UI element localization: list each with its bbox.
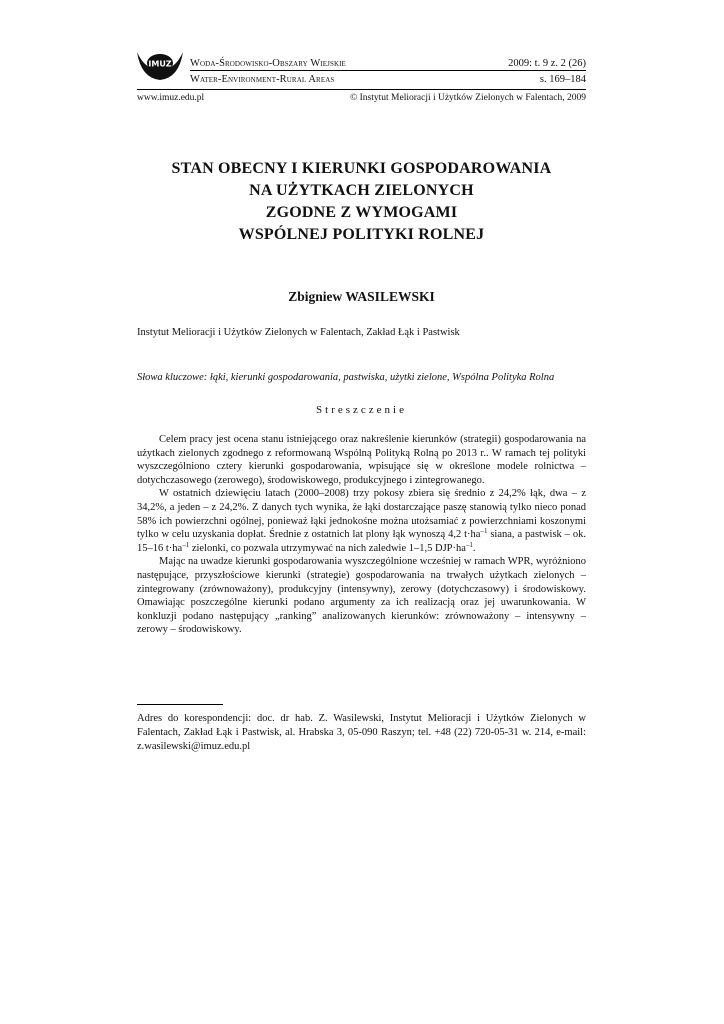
article-title <box>137 158 586 246</box>
journal-header <box>190 56 586 88</box>
abstract-body <box>137 433 586 637</box>
superscript: –1 <box>480 527 488 536</box>
author-affiliation: Instytut Melioracji i Użytków Zielonych w Falentach, Zakład Łąk i Pastwisk <box>137 327 460 338</box>
header-divider <box>137 89 586 90</box>
keywords-list: łąki, kierunki gospodarowania, pastwiska, użytki zielone, Wspólna Polityka Rolna <box>209 372 555 383</box>
keywords <box>137 371 586 385</box>
website-link[interactable]: www.imuz.edu.pl <box>137 93 205 103</box>
paragraph-2-text-b: siana, a pastwisk – ok. 15–16 t·ha <box>137 529 586 554</box>
title-line: WSPÓLNEJ POLITYKI ROLNEJ <box>238 226 485 243</box>
journal-title-en: Water-Environment-Rural Areas <box>190 74 335 85</box>
footnote-divider <box>137 704 223 705</box>
abstract-heading: Streszczenie <box>316 404 407 416</box>
paragraph-2-text-a: W ostatnich dziewięciu latach (2000–2008) trzy pokosy zbiera się średnio z 24,2% łąk, dwa – z 34,2%, a jeden – z 24,2%. Z danych tych wynika, że łąki dostarczające paszę stanowią tylko nieco ponad 58% ich powierzchni ogólnej, ponieważ łąki jednokośne można utożsamiać z powierzchniami koszonymi tylko w celu uzyskania dopłat. Średnie z ostatnich lat plony łąk wynoszą 4,2 t·ha <box>137 488 586 541</box>
superscript: –1 <box>465 540 473 549</box>
journal-divider <box>190 70 586 71</box>
title-line: STAN OBECNY I KIERUNKI GOSPODAROWANIA <box>171 160 552 177</box>
imuz-logo-icon <box>135 48 185 84</box>
title-line: ZGODNE Z WYMOGAMI <box>265 204 458 221</box>
keywords-label: Słowa kluczowe: <box>137 372 208 383</box>
paragraph-2-text-c: zielonki, co pozwala utrzymywać na nich zaledwie 1–1,5 DJP·ha <box>189 542 466 554</box>
author-name: Zbigniew WASILEWSKI <box>288 289 435 304</box>
paragraph-2-text-d: . <box>472 542 476 554</box>
meta-row <box>137 91 586 105</box>
abstract-paragraph-2 <box>137 487 586 555</box>
abstract-paragraph-3: Mając na uwadze kierunki gospodarowania wyszczególnione wcześniej w ramach WPR, wyróżniono następujące, przyszłościowe kierunki (strategie) gospodarowania na trwałych użytkach zielonych – zintegrowany (zrównoważony), produkcyjny (intensywny), zerowy (dotychczasowy) i środowiskowy. Omawiając poszczególne kierunki podano argumenty za ich realizacją oraz jej uwarunkowania. W konkluzji podano następujący „ranking” analizowanych kierunków: zrównoważony – intensywny – zerowy – środowiskowy. <box>137 556 586 636</box>
copyright-notice: © Instytut Melioracji i Użytków Zielonych w Falentach, 2009 <box>350 93 586 103</box>
journal-volume: 2009: t. 9 z. 2 (26) <box>508 58 586 69</box>
journal-title-pl: Woda-Środowisko-Obszary Wiejskie <box>190 58 346 69</box>
logo-text: IMUZ <box>148 59 172 69</box>
title-line: NA UŻYTKACH ZIELONYCH <box>249 182 474 199</box>
journal-pages: s. 169–184 <box>539 74 586 85</box>
superscript: –1 <box>182 540 190 549</box>
abstract-paragraph-1: Celem pracy jest ocena stanu istniejącego oraz nakreślenie kierunków (strategii) gospodarowania na użytkach zielonych zgodnego z reformowaną Wspólną Polityką Rolną po 2013 r.. W ramach tej polityki wyszczególniono cztery kierunki gospodarowania, wpisujące się w określone modele rolnictwa – dotychczasowego (zerowego), środowiskowego, produkcyjnego i zintegrowanego. <box>137 434 586 486</box>
correspondence-footnote: Adres do korespondencji: doc. dr hab. Z. Wasilewski, Instytut Melioracji i Użytków Zielonych w Falentach, Zakład Łąk i Pastwisk, al. Hrabska 3, 05-090 Raszyn; tel. +48 (22) 720-05-31 w. 214, e-mail: z.wasilewski@imuz.edu.pl <box>137 713 586 752</box>
